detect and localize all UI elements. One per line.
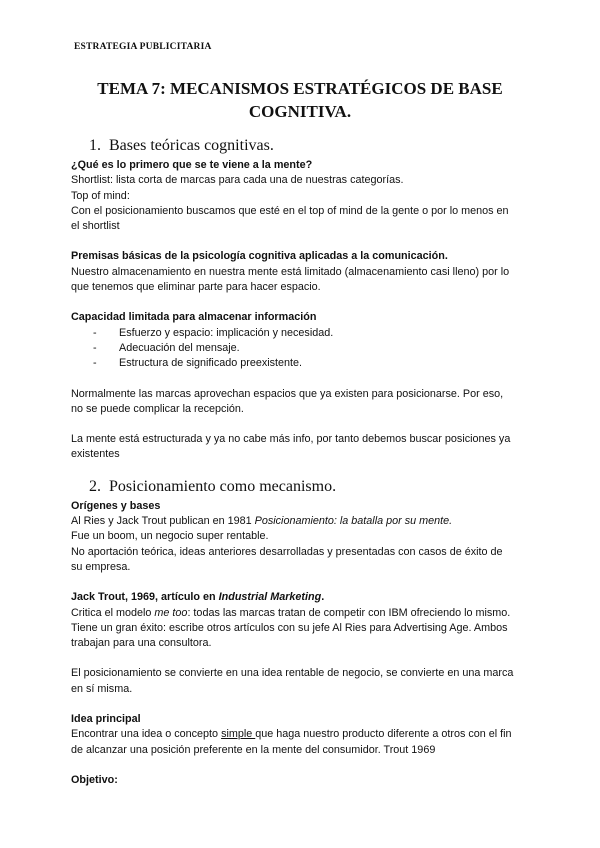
- exito-text-line-1: Tiene un gran éxito: escribe otros artículos con su jefe Al Ries para Advertising Age. Ambos: [71, 621, 508, 634]
- mente-text-line-2: existentes: [71, 448, 120, 461]
- page-title-line-2: COGNITIVA.: [248, 102, 352, 121]
- section-1-heading: [89, 136, 531, 155]
- encontrar-text: Encontrar una idea o concepto: [71, 728, 222, 741]
- simple-term: simple: [221, 728, 256, 741]
- me-too-term: me too: [154, 606, 188, 619]
- aportacion-text-line-1: No aportación teórica, ideas anteriores desarrolladas y presentadas con casos de éxito de: [71, 545, 503, 558]
- idea-principal-heading: Idea principal: [71, 713, 141, 726]
- premisas-heading: Premisas básicas de la psicología cognitiva aplicadas a la comunicación.: [71, 250, 448, 263]
- premisas-text-line-1: Nuestro almacenamiento en nuestra mente está limitado (almacenamiento casi lleno) por lo: [71, 265, 510, 278]
- idea-text-line-2: en sí misma.: [71, 682, 133, 695]
- exito-text-line-2: trabajan para una consultora.: [71, 637, 212, 650]
- premisas-text-line-2: que tenemos que eliminar parte para hacer espacio.: [71, 281, 321, 294]
- list-item: - Esfuerzo y espacio: implicación y necesidad.: [93, 326, 531, 341]
- page-title-line-1: TEMA 7: MECANISMOS ESTRATÉGICOS DE BASE: [97, 79, 503, 98]
- list-item: - Estructura de significado preexistente.: [93, 356, 531, 371]
- critica-line: [71, 606, 531, 621]
- question-heading: ¿Qué es lo primero que se te viene a la mente?: [71, 159, 313, 171]
- normalmente-text-line-1: Normalmente las marcas aprovechan espacios que ya existen para posicionarse. Por eso,: [71, 387, 504, 400]
- encontrar-text-line-2: de alcanzar una posición preferente en la mente del consumidor. Trout 1969: [71, 743, 436, 756]
- book-title: Posicionamiento: la batalla por su mente.: [254, 515, 453, 528]
- encontrar-line: [71, 727, 531, 742]
- shortlist-definition: Shortlist: lista corta de marcas para cada una de nuestras categorías.: [71, 174, 404, 187]
- mente-text-line-1: La mente está estructurada y ya no cabe más info, por tanto debemos buscar posiciones ya: [71, 433, 511, 446]
- capacidad-list: [71, 326, 531, 372]
- trout-heading: [71, 590, 531, 605]
- objetivo-heading: Objetivo:: [71, 773, 118, 786]
- trout-heading-period: .: [321, 591, 325, 604]
- normalmente-text-line-2: no se puede complicar la recepción.: [71, 402, 244, 415]
- capacidad-heading: Capacidad limitada para almacenar información: [71, 311, 317, 324]
- section-2-number: 2.: [89, 477, 101, 495]
- ries-trout-text: Al Ries y Jack Trout publican en 1981: [71, 515, 255, 528]
- encontrar-text-end: que haga nuestro producto diferente a otros con el fin: [255, 728, 512, 741]
- idea-text-line-1: El posicionamiento se convierte en una idea rentable de negocio, se convierte en una marca: [71, 667, 514, 680]
- trout-heading-text: Jack Trout, 1969, artículo en: [71, 591, 219, 604]
- list-item: - Adecuación del mensaje.: [93, 341, 531, 356]
- origenes-heading: Orígenes y bases: [71, 499, 161, 512]
- positioning-text-line-2: el shortlist: [71, 220, 120, 233]
- critica-text: Critica el modelo: [71, 606, 155, 619]
- page-title: [60, 77, 540, 123]
- running-header: ESTRATEGIA PUBLICITARIA: [74, 42, 212, 52]
- section-2-title: Posicionamiento como mecanismo.: [109, 477, 337, 495]
- section-1-title: Bases teóricas cognitivas.: [109, 137, 274, 154]
- publication-title: Industrial Marketing: [218, 591, 322, 604]
- boom-text: Fue un boom, un negocio super rentable.: [71, 530, 269, 543]
- critica-text-end: : todas las marcas tratan de competir con IBM ofreciendo lo mismo.: [187, 606, 511, 619]
- top-of-mind-label: Top of mind:: [71, 189, 130, 202]
- section-2-heading: [89, 477, 531, 496]
- document-body: [71, 136, 531, 788]
- section-1-number: 1.: [89, 137, 101, 154]
- aportacion-text-line-2: su empresa.: [71, 560, 131, 573]
- ries-trout-line: [71, 514, 531, 529]
- positioning-text-line-1: Con el posicionamiento buscamos que esté en el top of mind de la gente o por lo menos en: [71, 204, 509, 217]
